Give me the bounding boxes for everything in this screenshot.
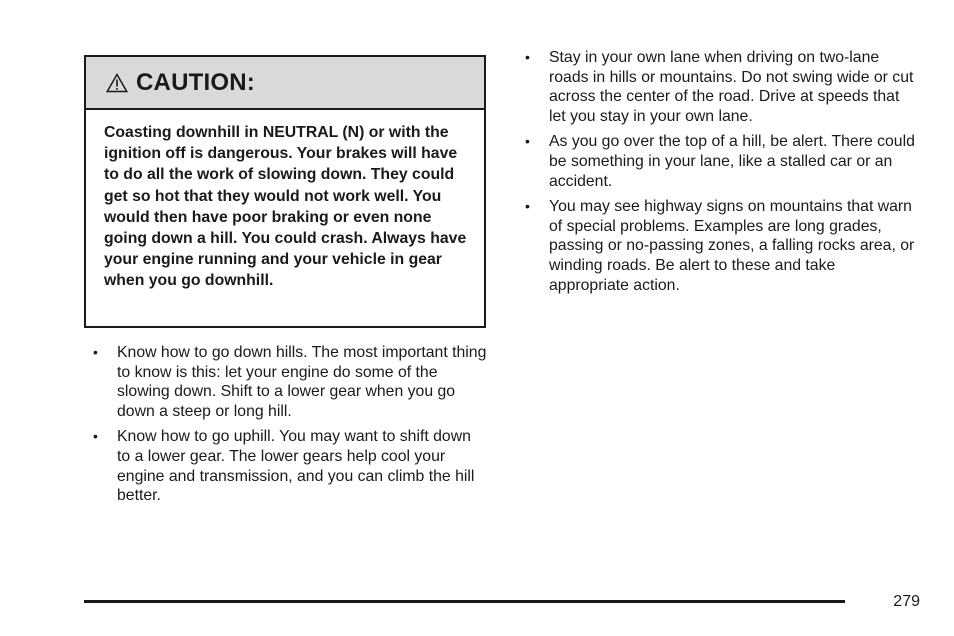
caution-box — [84, 55, 486, 328]
page-number: 279 — [893, 593, 920, 610]
bullet-symbol: • — [525, 133, 530, 150]
bullet-text: As you go over the top of a hill, be alert. There could be something in your lane, like a stalled car or an accident. — [549, 133, 915, 190]
footer-rule — [84, 600, 845, 603]
caution-title: CAUTION: — [136, 68, 255, 96]
list-item — [524, 132, 916, 191]
bullet-text: You may see highway signs on mountains that warn of special problems. Examples are long grades, passing or no-passing zones, a falling rocks area, or winding roads. Be alert to these and take appropriate action. — [549, 198, 915, 294]
bullet-text: Know how to go uphill. You may want to shift down to a lower gear. The lower gears help cool your engine and transmission, and you can climb the hill better. — [117, 428, 475, 505]
bullet-text: Stay in your own lane when driving on two-lane roads in hills or mountains. Do not swing wide or cut across the center of the road. Drive at speeds that let you stay in your own lane. — [549, 49, 914, 125]
list-item — [524, 197, 916, 295]
bullet-symbol: • — [525, 49, 530, 65]
bullet-symbol: • — [525, 198, 530, 215]
caution-header — [86, 57, 484, 110]
bullet-symbol: • — [93, 428, 98, 445]
list-item — [524, 48, 916, 126]
list-item — [92, 427, 488, 505]
warning-triangle-icon — [106, 73, 128, 93]
bullet-symbol: • — [93, 344, 98, 360]
bullet-text: Know how to go down hills. The most important thing to know is this: let your engine do some of the slowing down. Shift to a lower gear when you go down a steep or long hill. — [117, 344, 487, 420]
list-item — [92, 343, 488, 421]
left-column — [92, 343, 488, 512]
right-column — [524, 48, 916, 301]
caution-body: Coasting downhill in NEUTRAL (N) or with the ignition off is dangerous. Your brakes will have to do all the work of slowing down. They could get so hot that they would not work well. You would then have poor braking or even none going down a hill. You could crash. Always have your engine running and your vehicle in gear when you go downhill. — [104, 124, 467, 290]
